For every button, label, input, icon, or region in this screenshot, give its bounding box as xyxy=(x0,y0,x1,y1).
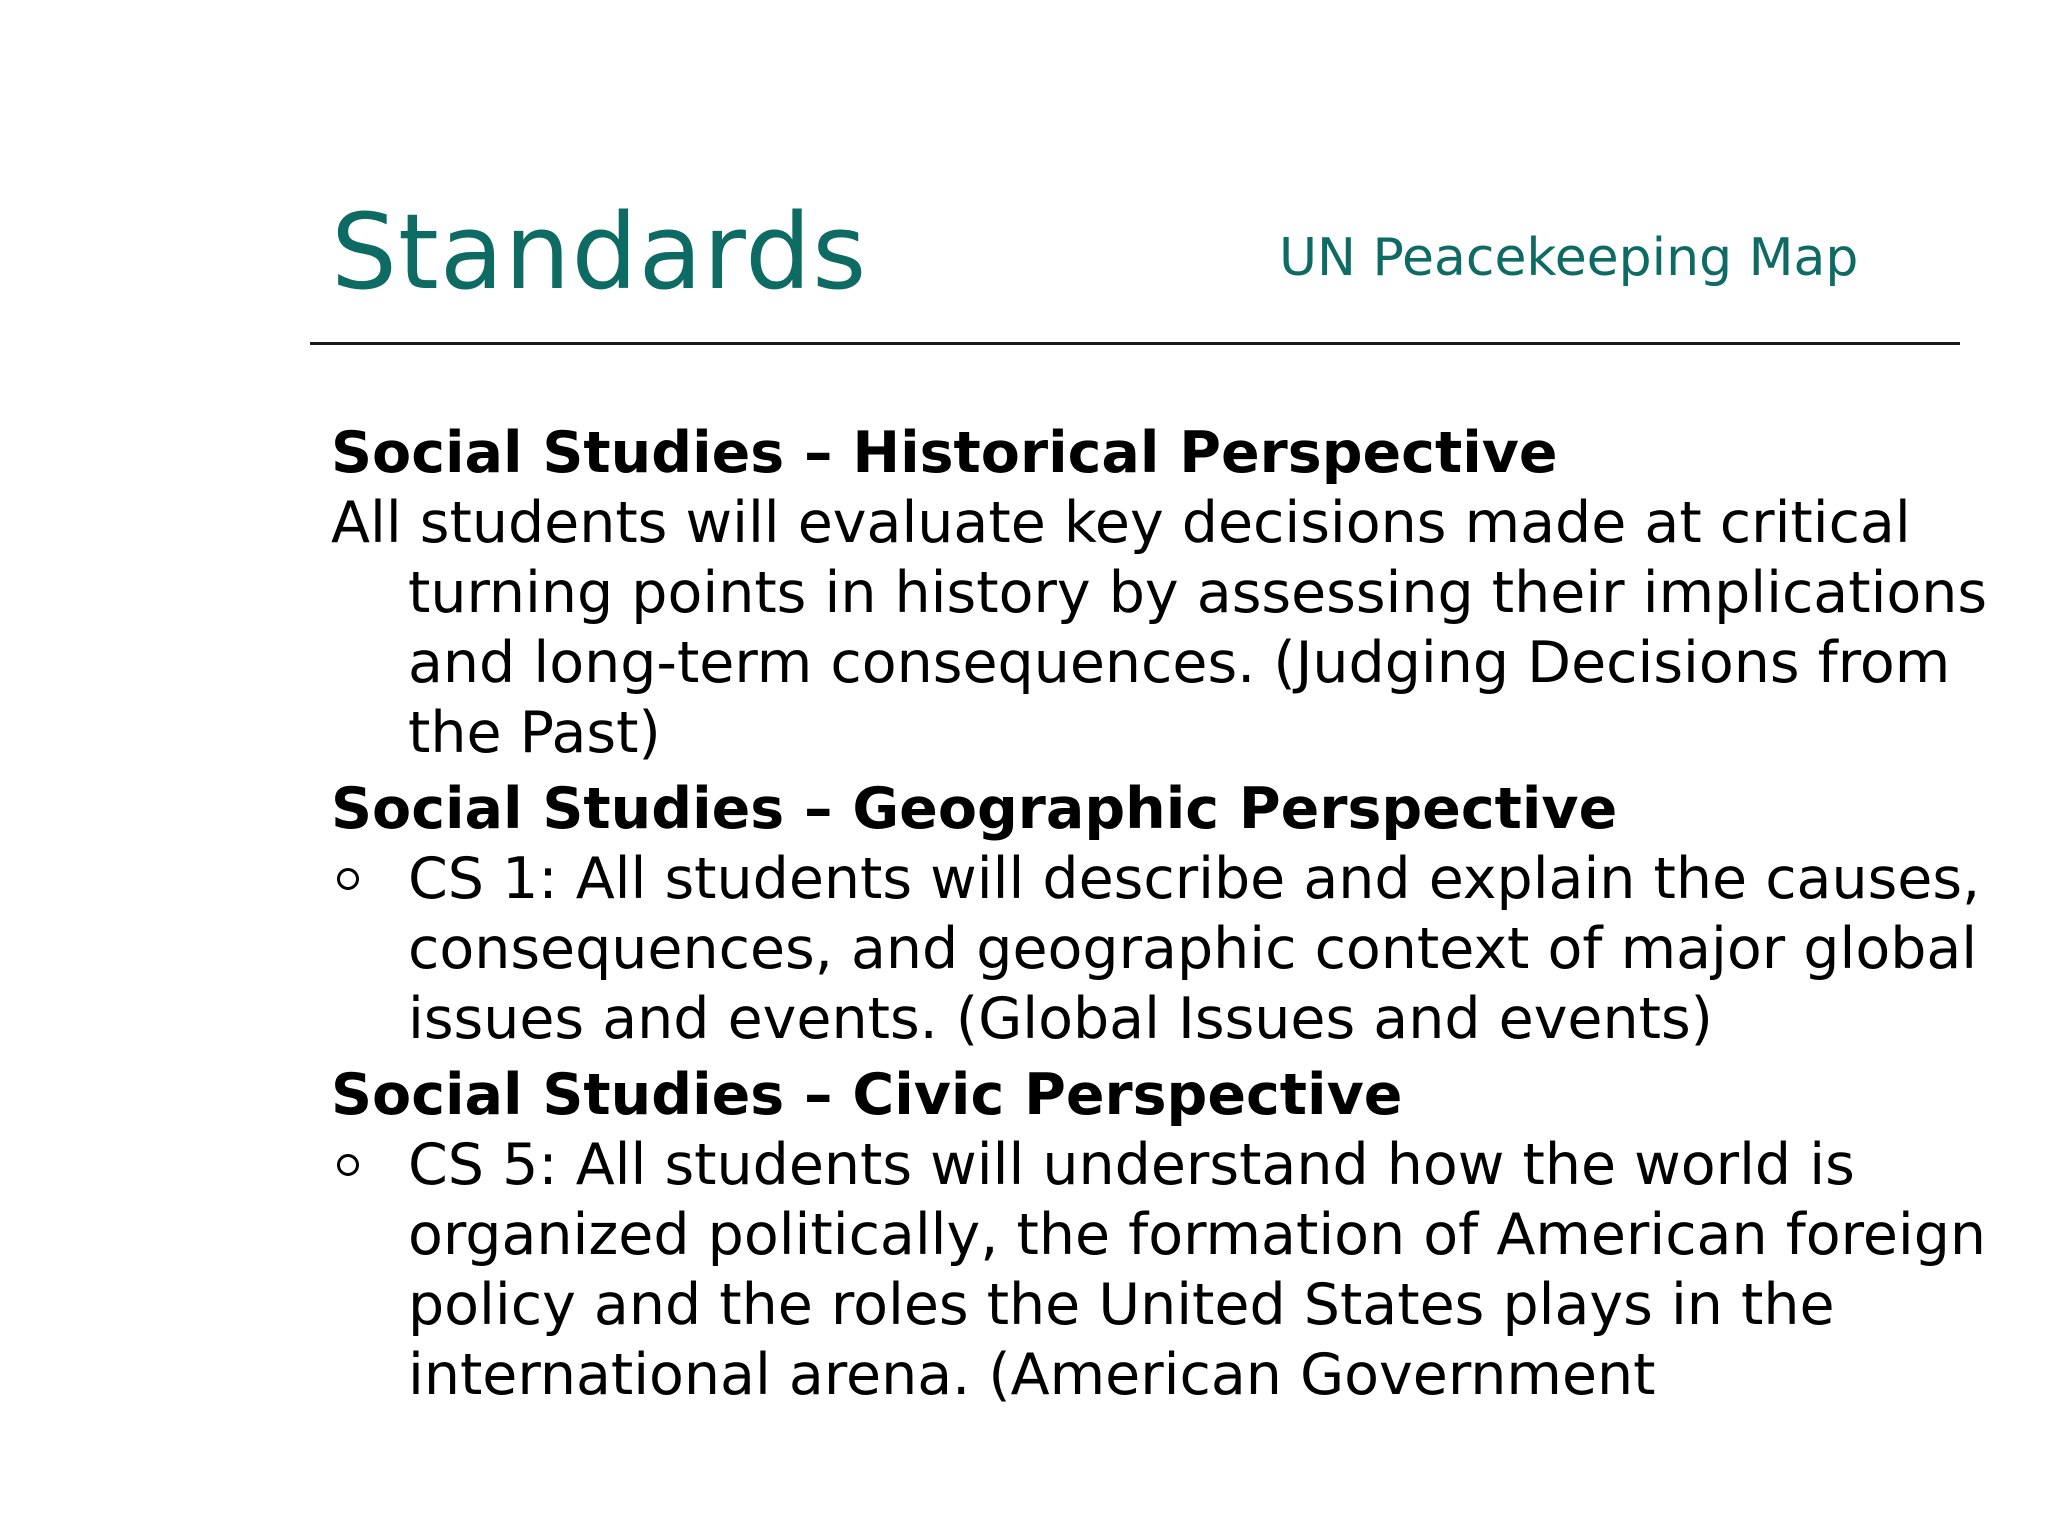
section-heading: Social Studies – Geographic Perspective xyxy=(331,776,1618,842)
title-divider xyxy=(310,342,1960,345)
section-geographic xyxy=(331,774,1991,1054)
section-civic xyxy=(331,1060,1991,1410)
section-heading: Social Studies – Civic Perspective xyxy=(331,1062,1403,1128)
slide-body xyxy=(331,418,1991,1416)
slide-title: Standards xyxy=(331,191,868,313)
section-heading: Social Studies – Historical Perspective xyxy=(331,420,1558,486)
section-paragraph: All students will evaluate key decisions made at critical turning points in history by assessing their implications and long-term consequences. (Judging Decisions from the Past) xyxy=(331,490,1988,766)
bullet-text: CS 1: All students will describe and explain the causes, consequences, and geographic context of major global issues and events. (Global Issues and events) xyxy=(408,846,1981,1052)
bullet-item xyxy=(331,1130,1991,1410)
bullet-item xyxy=(331,844,1991,1054)
hollow-circle-icon xyxy=(337,868,359,890)
section-historical xyxy=(331,418,1991,768)
bullet-text: CS 5: All students will understand how the world is organized politically, the formation of American foreign policy and the roles the United States plays in the international arena. (American Government xyxy=(408,1132,1987,1408)
slide-subtitle: UN Peacekeeping Map xyxy=(1279,228,1859,288)
hollow-circle-icon xyxy=(337,1154,359,1176)
